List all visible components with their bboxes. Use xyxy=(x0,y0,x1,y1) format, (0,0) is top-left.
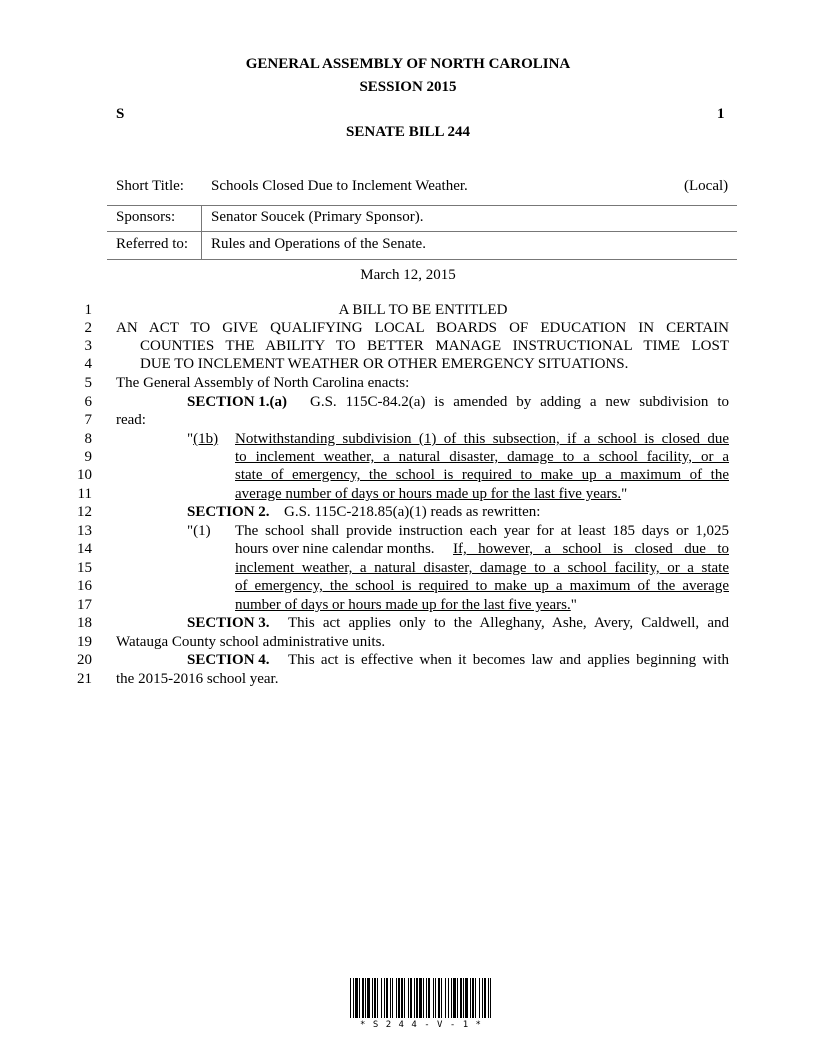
line-number: 1 xyxy=(84,302,92,318)
section-heading: SECTION 2. xyxy=(187,504,270,520)
sponsors-label: Sponsors: xyxy=(116,209,176,225)
line-number: 10 xyxy=(77,467,92,483)
bill-line-text: DUE TO INCLEMENT WEATHER OR OTHER EMERGENCY SITUATIONS. xyxy=(140,356,629,372)
barcode xyxy=(350,978,492,1018)
short-title-value: Schools Closed Due to Inclement Weather. xyxy=(211,178,468,194)
bill-line-text: hours over nine calendar months. xyxy=(235,541,435,557)
line-number: 18 xyxy=(77,615,92,631)
bill-line xyxy=(0,652,816,670)
section-heading: SECTION 3. xyxy=(187,615,270,631)
bill-line xyxy=(0,615,816,633)
line-number: 7 xyxy=(84,412,92,428)
bill-line xyxy=(0,394,816,412)
bill-line xyxy=(0,412,816,430)
bill-line-text: The school shall provide instruction each year for at least 185 days or 1,025 xyxy=(235,523,729,539)
bill-line-text: inclement weather, a natural disaster, damage to a school facility, or a state xyxy=(235,560,729,576)
line-number: 5 xyxy=(84,375,92,391)
session-heading: SESSION 2015 xyxy=(359,79,457,95)
short-title-label: Short Title: xyxy=(116,178,184,194)
bill-line xyxy=(0,578,816,596)
bill-line-text: number of days or hours made up for the last five years." xyxy=(235,597,577,613)
table-divider xyxy=(107,259,737,260)
bill-line xyxy=(0,504,816,522)
section-heading: SECTION 1.(a) xyxy=(187,394,288,410)
line-number: 20 xyxy=(77,652,92,668)
line-number: 19 xyxy=(77,634,92,650)
bill-line xyxy=(0,671,816,689)
line-number: 6 xyxy=(84,394,92,410)
bill-line xyxy=(0,356,816,374)
bill-line xyxy=(0,431,816,449)
bill-line xyxy=(0,560,816,578)
line-number: 8 xyxy=(84,431,92,447)
subdivision-marker: "(1) xyxy=(187,523,211,539)
bill-date: March 12, 2015 xyxy=(360,267,456,283)
line-number: 2 xyxy=(84,320,92,336)
table-divider xyxy=(107,231,737,232)
bill-line xyxy=(0,375,816,393)
referred-value: Rules and Operations of the Senate. xyxy=(211,236,426,252)
bill-line-text: The General Assembly of North Carolina enacts: xyxy=(116,375,410,391)
bill-line-text: This act applies only to the Alleghany, Ashe, Avery, Caldwell, and xyxy=(288,615,729,631)
bill-line-text: to inclement weather, a natural disaster, damage to a school facility, or a xyxy=(235,449,729,465)
bill-line xyxy=(0,449,816,467)
bill-line xyxy=(0,338,816,356)
line-number: 3 xyxy=(84,338,92,354)
line-number: 15 xyxy=(77,560,92,576)
bill-line-text: of emergency, the school is required to make up a maximum of the average xyxy=(235,578,729,594)
table-column-divider xyxy=(201,206,202,259)
bill-line-text: the 2015-2016 school year. xyxy=(116,671,279,687)
bill-line xyxy=(0,467,816,485)
bill-line-text: COUNTIES THE ABILITY TO BETTER MANAGE INSTRUCTIONAL TIME LOST xyxy=(140,338,729,354)
edition-number: 1 xyxy=(717,106,725,122)
line-number: 16 xyxy=(77,578,92,594)
line-number: 12 xyxy=(77,504,92,520)
bill-line xyxy=(0,320,816,338)
bill-line xyxy=(0,634,816,652)
bill-line xyxy=(0,597,816,615)
line-number: 11 xyxy=(77,486,92,502)
bill-line-text: read: xyxy=(116,412,146,428)
bill-line-text: A BILL TO BE ENTITLED xyxy=(338,302,508,318)
bill-line-text: average number of days or hours made up for the last five years." xyxy=(235,486,628,502)
bill-line-text: G.S. 115C-218.85(a)(1) reads as rewritten: xyxy=(284,504,541,520)
subdivision-marker: "(1b) xyxy=(187,431,219,447)
assembly-heading: GENERAL ASSEMBLY OF NORTH CAROLINA xyxy=(245,56,571,72)
line-number: 4 xyxy=(84,356,92,372)
referred-label: Referred to: xyxy=(116,236,189,252)
bill-line-text: AN ACT TO GIVE QUALIFYING LOCAL BOARDS OF EDUCATION IN CERTAIN xyxy=(116,320,729,336)
line-number: 17 xyxy=(77,597,92,613)
bill-line-text: G.S. 115C-84.2(a) is amended by adding a new subdivision to xyxy=(310,394,729,410)
sponsors-value: Senator Soucek (Primary Sponsor). xyxy=(211,209,424,225)
bill-title: SENATE BILL 244 xyxy=(346,124,470,140)
bill-line-inserted-text: If, however, a school is closed due to xyxy=(453,541,729,557)
bill-line-text: Notwithstanding subdivision (1) of this subsection, if a school is closed due xyxy=(235,431,729,447)
bill-line xyxy=(0,486,816,504)
line-number: 14 xyxy=(77,541,92,557)
section-heading: SECTION 4. xyxy=(187,652,270,668)
subdivision-number: (1b) xyxy=(193,431,219,447)
line-number: 9 xyxy=(84,449,92,465)
line-number: 13 xyxy=(77,523,92,539)
bill-line xyxy=(0,541,816,559)
bill-line-text: This act is effective when it becomes law and applies beginning with xyxy=(288,652,729,668)
chamber-letter: S xyxy=(116,106,125,122)
bill-line-text: state of emergency, the school is required to make up a maximum of the xyxy=(235,467,729,483)
bill-line xyxy=(0,523,816,541)
bill-line xyxy=(0,302,816,320)
line-number: 21 xyxy=(77,671,92,687)
bill-line-text: Watauga County school administrative units. xyxy=(116,634,386,650)
local-tag: (Local) xyxy=(684,178,729,194)
barcode-caption: * S 2 4 4 - V - 1 * xyxy=(360,1020,482,1030)
